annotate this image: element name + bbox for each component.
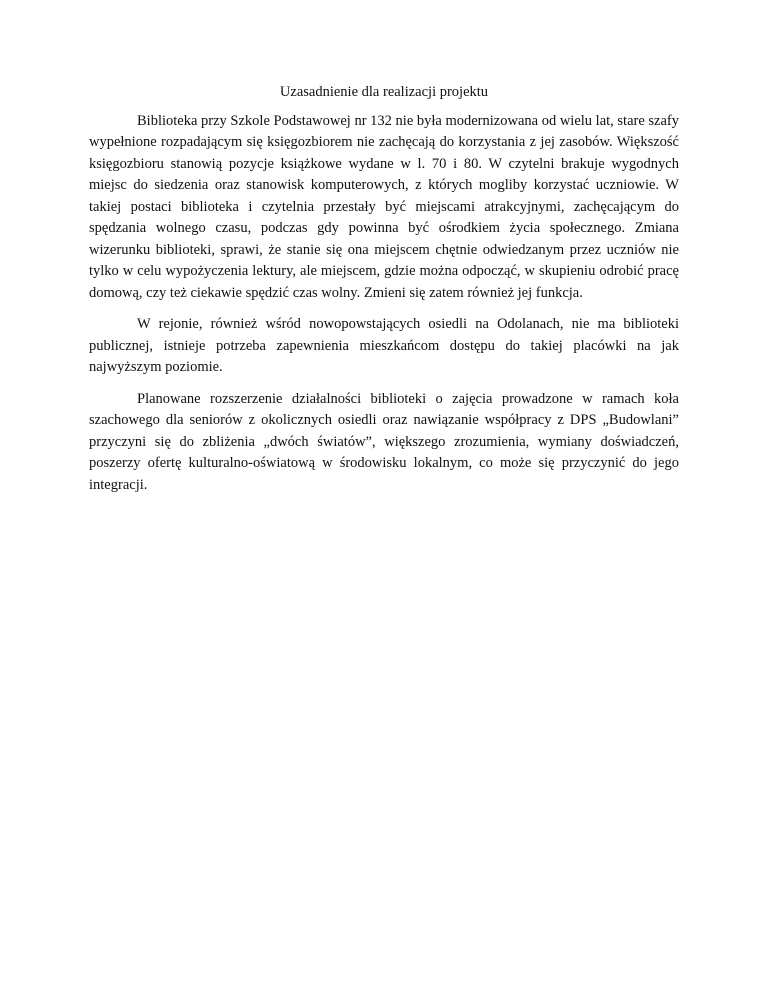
document-page — [89, 82, 679, 506]
paragraph-library-modernization: Biblioteka przy Szkole Podstawowej nr 132 nie była modernizowana od wielu lat, stare szafy wypełnione rozpadającym się księgozbiorem nie zachęcają do korzystania z jej zasobów. Większość księgozbioru stanowią pozycje książkowe wydane w l. 70 i 80. W czytelni brakuje wygodnych miejsc do siedzenia oraz stanowisk komputerowych, z których mogliby korzystać uczniowie. W takiej postaci biblioteka i czytelnia przestały być miejscami atrakcyjnymi, zachęcającym do spędzania wolnego czasu, podczas gdy powinna być ośrodkiem życia społecznego. Zmiana wizerunku biblioteki, sprawi, że stanie się ona miejscem chętnie odwiedzanym przez uczniów nie tylko w celu wypożyczenia lektury, ale miejscem, gdzie można odpocząć, w skupieniu odrobić pracę domową, czy też ciekawie spędzić czas wolny. Zmieni się zatem również jej funkcja. — [89, 112, 679, 301]
paragraph-public-library-need: W rejonie, również wśród nowopowstających osiedli na Odolanach, nie ma biblioteki publicznej, istnieje potrzeba zapewnienia mieszkańcom dostępu do takiej placówki na jak najwyższym poziomie. — [89, 316, 679, 375]
paragraph-chess-club-seniors: Planowane rozszerzenie działalności biblioteki o zajęcia prowadzone w ramach koła szachowego dla seniorów z okolicznych osiedli oraz nawiązanie współpracy z DPS „Budowlani” przyczyni się do zbliżenia „dwóch światów”, większego zrozumienia, wymiany doświadczeń, poszerzy ofertę kulturalno-oświatową w środowisku lokalnym, co może się przyczynić do jego integracji. — [89, 390, 679, 493]
document-title: Uzasadnienie dla realizacji projektu — [279, 84, 489, 100]
